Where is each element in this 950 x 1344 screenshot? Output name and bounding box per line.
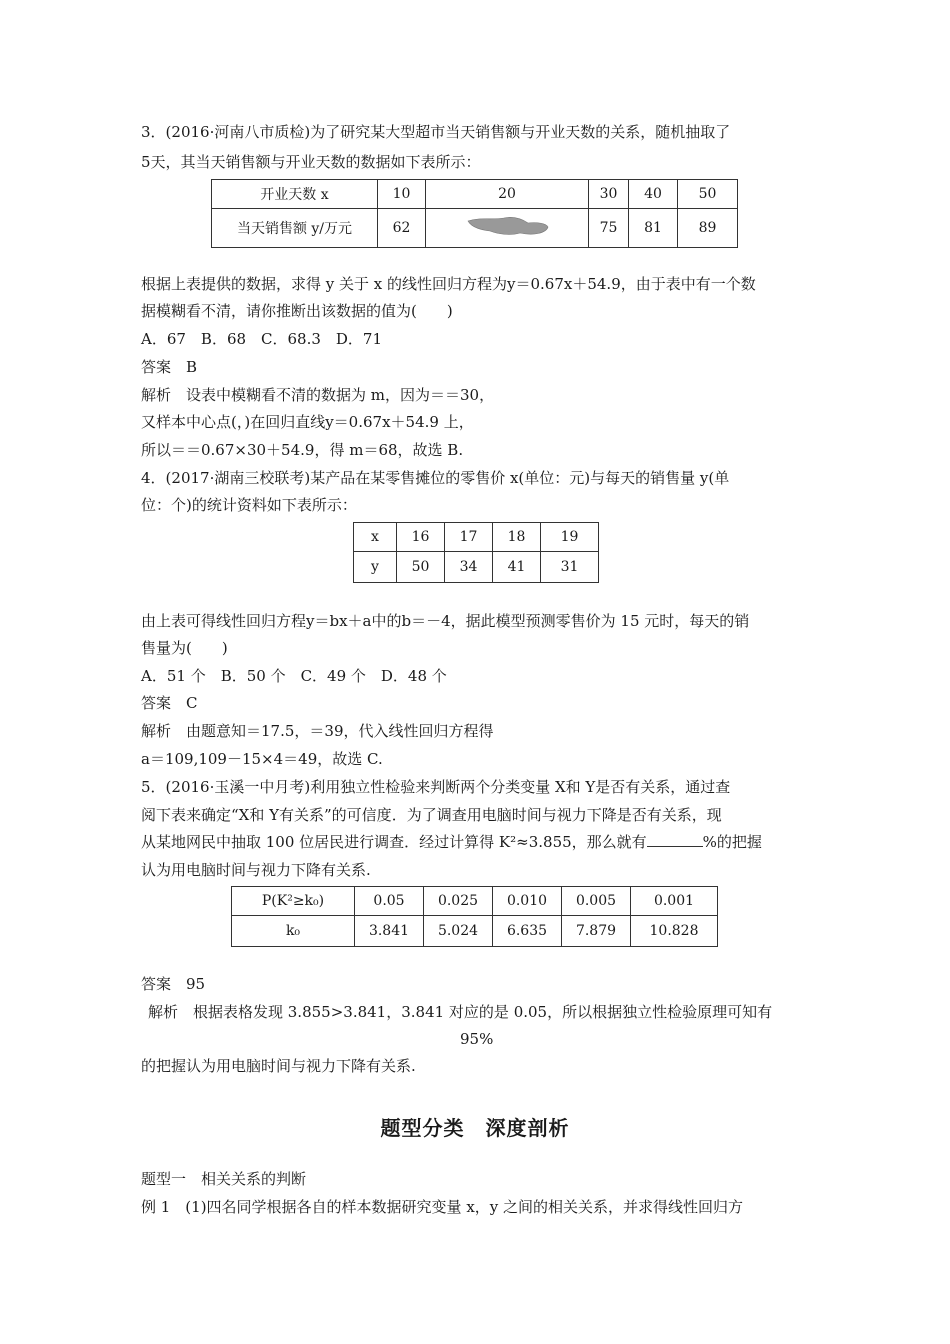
q3-line-1: 3．(2016·河南八市质检)为了研究某大型超市当天销售额与开业天数的关系，随机抽取了 bbox=[141, 123, 731, 141]
table-cell: x bbox=[354, 523, 397, 552]
answer-blank bbox=[647, 832, 703, 847]
table-row bbox=[212, 209, 738, 248]
q4-line-3: 由上表可得线性回归方程y＝bx＋a中的b＝－4，据此模型预测零售价为 15 元时，每天的销 bbox=[141, 612, 750, 630]
table-row bbox=[232, 887, 718, 916]
table-row bbox=[212, 180, 738, 209]
q5-solution-percent: 95% bbox=[460, 1030, 494, 1048]
table-cell: 62 bbox=[378, 209, 426, 248]
q5-line-4: 认为用电脑时间与视力下降有关系. bbox=[141, 861, 371, 879]
q5-line-1: 5．(2016·玉溪一中月考)利用独立性检验来判断两个分类变量 X和 Y是否有关系，通过查 bbox=[141, 778, 731, 796]
table-cell: 0.005 bbox=[562, 887, 631, 916]
table-cell: 31 bbox=[541, 552, 599, 583]
q4-answer: 答案 C bbox=[141, 694, 198, 712]
table-cell: 41 bbox=[493, 552, 541, 583]
ink-blot-icon bbox=[462, 214, 552, 238]
table-cell: 当天销售额 y/万元 bbox=[212, 209, 378, 248]
topic-1-title: 题型一 相关关系的判断 bbox=[141, 1170, 307, 1188]
q3-line-4: 据模糊看不清，请你推断出该数据的值为( ) bbox=[141, 302, 453, 320]
table-row bbox=[354, 552, 599, 583]
table-cell: 10 bbox=[378, 180, 426, 209]
q4-solution-2: a＝109,109－15×4＝49，故选 C. bbox=[141, 750, 383, 768]
table-cell: 50 bbox=[678, 180, 738, 209]
q4-table bbox=[353, 522, 599, 583]
blurred-cell bbox=[426, 209, 589, 248]
table-cell: 开业天数 x bbox=[212, 180, 378, 209]
q4-line-2: 位：个)的统计资料如下表所示： bbox=[141, 496, 357, 514]
table-cell: P(K²≥k₀) bbox=[232, 887, 355, 916]
table-cell: k₀ bbox=[232, 916, 355, 947]
table-cell: 40 bbox=[629, 180, 678, 209]
table-cell: 75 bbox=[589, 209, 629, 248]
q3-line-3: 根据上表提供的数据，求得 y 关于 x 的线性回归方程为y＝0.67x＋54.9，由于表中有一个数 bbox=[141, 275, 756, 293]
q5-line-2: 阅下表来确定“X和 Y有关系”的可信度．为了调查用电脑时间与视力下降是否有关系，现 bbox=[141, 806, 722, 824]
q3-table bbox=[211, 179, 738, 248]
table-cell: 5.024 bbox=[424, 916, 493, 947]
table-cell: 81 bbox=[629, 209, 678, 248]
table-row bbox=[232, 916, 718, 947]
table-cell: 0.001 bbox=[631, 887, 718, 916]
q4-line-1: 4．(2017·湖南三校联考)某产品在某零售摊位的零售价 x(单位：元)与每天的销售量 y(单 bbox=[141, 469, 730, 487]
table-cell: 50 bbox=[397, 552, 445, 583]
table-cell: 6.635 bbox=[493, 916, 562, 947]
table-cell: 0.025 bbox=[424, 887, 493, 916]
table-row bbox=[354, 523, 599, 552]
table-cell: 16 bbox=[397, 523, 445, 552]
table-cell: 19 bbox=[541, 523, 599, 552]
table-cell: 34 bbox=[445, 552, 493, 583]
section-heading: 题型分类 深度剖析 bbox=[380, 1116, 570, 1140]
q5-solution-1: 解析 根据表格发现 3.855>3.841，3.841 对应的是 0.05，所以根据独立性检验原理可知有 bbox=[148, 1003, 773, 1021]
q3-options: A．67 B．68 C．68.3 D．71 bbox=[141, 330, 383, 348]
q5-answer: 答案 95 bbox=[141, 975, 206, 993]
q3-solution-1: 解析 设表中模糊看不清的数据为 m，因为＝＝30， bbox=[141, 386, 495, 404]
q4-options: A．51 个 B．50 个 C．49 个 D．48 个 bbox=[141, 667, 447, 685]
table-cell: 18 bbox=[493, 523, 541, 552]
table-cell: 30 bbox=[589, 180, 629, 209]
table-cell: 0.05 bbox=[355, 887, 424, 916]
q5-table bbox=[231, 886, 718, 947]
q3-line-2: 5天，其当天销售额与开业天数的数据如下表所示： bbox=[141, 153, 481, 171]
table-cell: 20 bbox=[426, 180, 589, 209]
q4-line-4: 售量为( ) bbox=[141, 639, 228, 657]
table-cell: 17 bbox=[445, 523, 493, 552]
q3-solution-2: 又样本中心点(，)在回归直线y＝0.67x＋54.9 上， bbox=[141, 413, 474, 431]
table-cell: 7.879 bbox=[562, 916, 631, 947]
table-cell: 0.010 bbox=[493, 887, 562, 916]
q4-solution-1: 解析 由题意知＝17.5，＝39，代入线性回归方程得 bbox=[141, 722, 494, 740]
q5-line-3-suffix: %的把握 bbox=[702, 833, 762, 851]
q5-line-3 bbox=[141, 832, 762, 852]
table-cell: 10.828 bbox=[631, 916, 718, 947]
table-cell: y bbox=[354, 552, 397, 583]
q5-line-3-text: 从某地网民中抽取 100 位居民进行调查．经过计算得 K²≈3.855，那么就有 bbox=[141, 833, 647, 851]
table-cell: 89 bbox=[678, 209, 738, 248]
q3-answer: 答案 B bbox=[141, 358, 198, 376]
table-cell: 3.841 bbox=[355, 916, 424, 947]
q3-solution-3: 所以＝＝0.67×30＋54.9，得 m＝68，故选 B. bbox=[141, 441, 464, 459]
example-1: 例 1 (1)四名同学根据各自的样本数据研究变量 x，y 之间的相关关系，并求得线性回归方 bbox=[141, 1198, 744, 1216]
q5-solution-2: 的把握认为用电脑时间与视力下降有关系. bbox=[141, 1057, 416, 1075]
